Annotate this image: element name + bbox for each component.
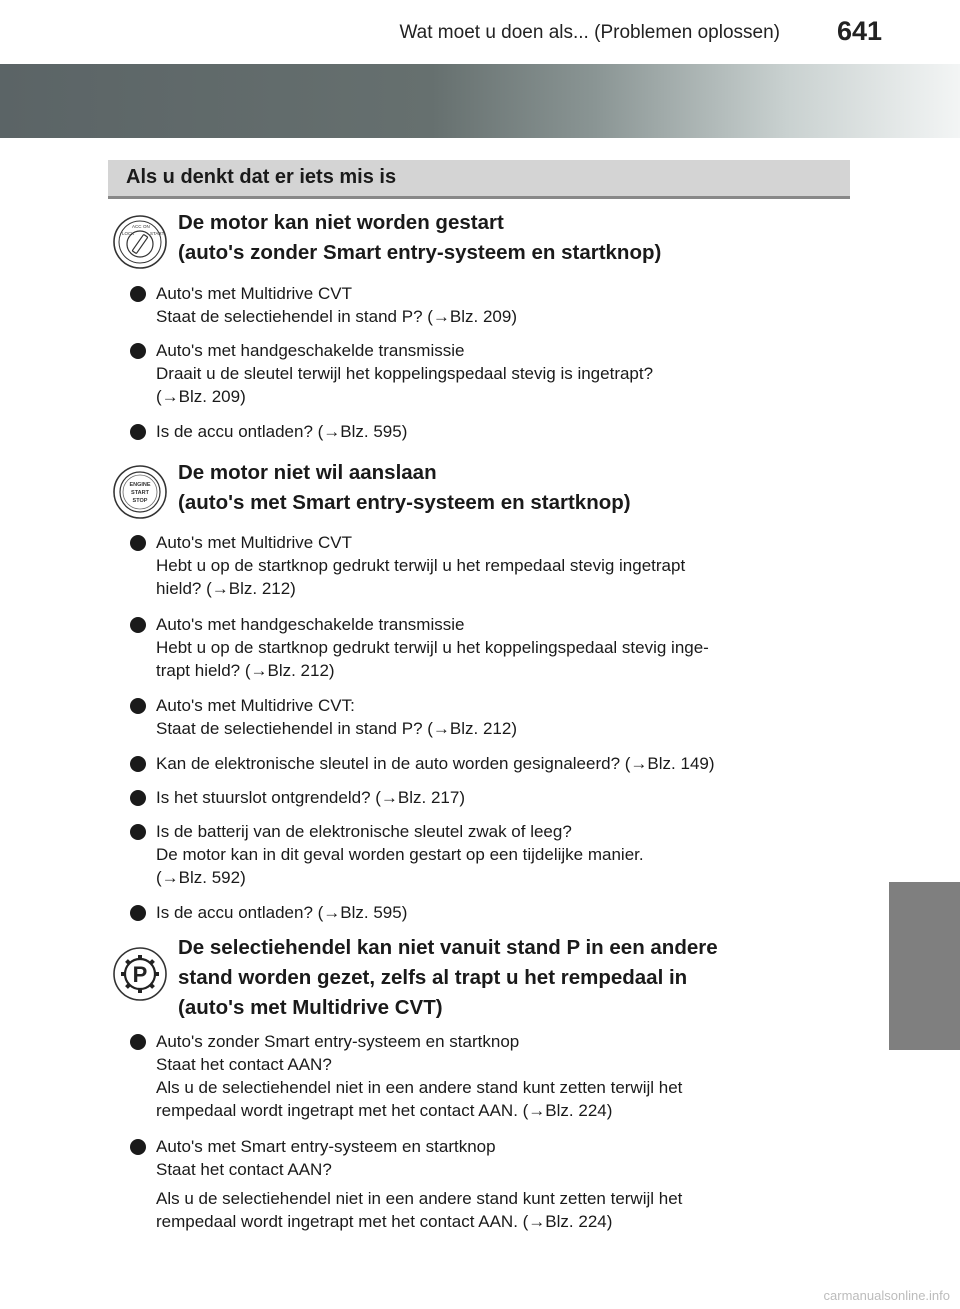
list-item <box>130 531 844 600</box>
item-line: Is de batterij van de elektronische sleutel zwak of leeg? <box>156 822 572 841</box>
section-title-bar <box>108 160 850 199</box>
item-line: Auto's zonder Smart entry-systeem en startknop <box>156 1032 520 1051</box>
engine-start-stop-button-icon <box>112 464 168 520</box>
chapter-thumb-tab <box>889 882 960 1050</box>
item-line: hield? (→Blz. 212) <box>156 579 296 598</box>
heading-line: stand worden gezet, zelfs al trapt u het rempedaal in <box>178 966 688 989</box>
heading-line: De motor niet wil aanslaan <box>178 461 437 484</box>
item-line: Auto's met handgeschakelde transmissie <box>156 615 465 634</box>
header-banner <box>0 64 960 138</box>
bullet-dot-icon <box>130 824 146 840</box>
list-item <box>130 1135 844 1233</box>
bullet-dot-icon <box>130 698 146 714</box>
bullet-dot-icon <box>130 424 146 440</box>
item-line: Draait u de sleutel terwijl het koppelingspedaal stevig is ingetrapt? <box>156 364 654 383</box>
p-position-gear-icon <box>112 946 168 1002</box>
section-title: Als u denkt dat er iets mis is <box>126 166 397 188</box>
ignition-label-start: START <box>150 231 165 236</box>
ignition-label-on: ON <box>143 224 150 229</box>
list-item <box>130 613 844 682</box>
item-line: Staat de selectiehendel in stand P? (→Blz. 209) <box>156 307 517 326</box>
ignition-key-cylinder-icon <box>112 214 168 270</box>
block-heading-2 <box>178 458 818 518</box>
item-line: Auto's met Multidrive CVT <box>156 533 352 552</box>
p-gear-label: P <box>132 962 148 987</box>
list-item <box>130 339 844 408</box>
item-line: Staat de selectiehendel in stand P? (→Blz. 212) <box>156 719 517 738</box>
item-line: Is de accu ontladen? (→Blz. 595) <box>156 422 408 441</box>
heading-line: (auto's met Smart entry-systeem en startknop) <box>178 491 631 514</box>
item-line: Is het stuurslot ontgrendeld? (→Blz. 217) <box>156 788 465 807</box>
bullet-dot-icon <box>130 617 146 633</box>
item-line: Auto's met Smart entry-systeem en startknop <box>156 1137 496 1156</box>
engine-label: ENGINE <box>129 482 151 488</box>
start-label: START <box>131 490 149 496</box>
bullet-dot-icon <box>130 1139 146 1155</box>
watermark: carmanualsonline.info <box>823 1288 950 1303</box>
heading-line: (auto's zonder Smart entry-systeem en startknop) <box>178 241 662 264</box>
list-item <box>130 901 844 924</box>
ignition-label-lock: LOCK <box>122 231 135 236</box>
item-line: Auto's met handgeschakelde transmissie <box>156 341 465 360</box>
item-line: De motor kan in dit geval worden gestart op een tijdelijke manier. <box>156 845 644 864</box>
list-item <box>130 786 844 809</box>
ignition-label-acc: ACC <box>132 224 142 229</box>
bullet-dot-icon <box>130 905 146 921</box>
bullet-dot-icon <box>130 286 146 302</box>
list-item <box>130 282 844 328</box>
item-line: Staat het contact AAN? <box>156 1160 332 1179</box>
item-line: Is de accu ontladen? (→Blz. 595) <box>156 903 408 922</box>
bullet-dot-icon <box>130 535 146 551</box>
item-line: Als u de selectiehendel niet in een andere stand kunt zetten terwijl het <box>156 1189 683 1208</box>
item-line: rempedaal wordt ingetrapt met het contact AAN. (→Blz. 224) <box>156 1212 613 1231</box>
bullet-dot-icon <box>130 756 146 772</box>
item-line: Staat het contact AAN? <box>156 1055 332 1074</box>
item-line: (→Blz. 209) <box>156 387 246 406</box>
heading-line: (auto's met Multidrive CVT) <box>178 996 443 1019</box>
block-heading-1 <box>178 208 818 268</box>
heading-line: De motor kan niet worden gestart <box>178 211 504 234</box>
block-heading-3 <box>178 933 818 1023</box>
bullet-dot-icon <box>130 1034 146 1050</box>
item-line: Hebt u op de startknop gedrukt terwijl u het rempedaal stevig ingetrapt <box>156 556 686 575</box>
bullet-dot-icon <box>130 790 146 806</box>
stop-label: STOP <box>132 498 148 504</box>
item-line: Auto's met Multidrive CVT: <box>156 696 355 715</box>
running-header-title: Wat moet u doen als... (Problemen oplossen) <box>399 22 780 43</box>
heading-line: De selectiehendel kan niet vanuit stand P in een andere <box>178 936 718 959</box>
item-line: Auto's met Multidrive CVT <box>156 284 352 303</box>
list-item <box>130 420 844 443</box>
list-item <box>130 694 844 740</box>
item-line: Hebt u op de startknop gedrukt terwijl u het koppelingspedaal stevig inge- <box>156 638 709 657</box>
item-line: rempedaal wordt ingetrapt met het contact AAN. (→Blz. 224) <box>156 1101 613 1120</box>
page-number: 641 <box>836 16 882 46</box>
bullet-dot-icon <box>130 343 146 359</box>
item-line: Als u de selectiehendel niet in een andere stand kunt zetten terwijl het <box>156 1078 683 1097</box>
list-item <box>130 820 844 889</box>
list-item <box>130 752 844 775</box>
item-line: trapt hield? (→Blz. 212) <box>156 661 335 680</box>
item-line: (→Blz. 592) <box>156 868 246 887</box>
item-line: Kan de elektronische sleutel in de auto worden gesignaleerd? (→Blz. 149) <box>156 754 715 773</box>
list-item <box>130 1030 844 1122</box>
